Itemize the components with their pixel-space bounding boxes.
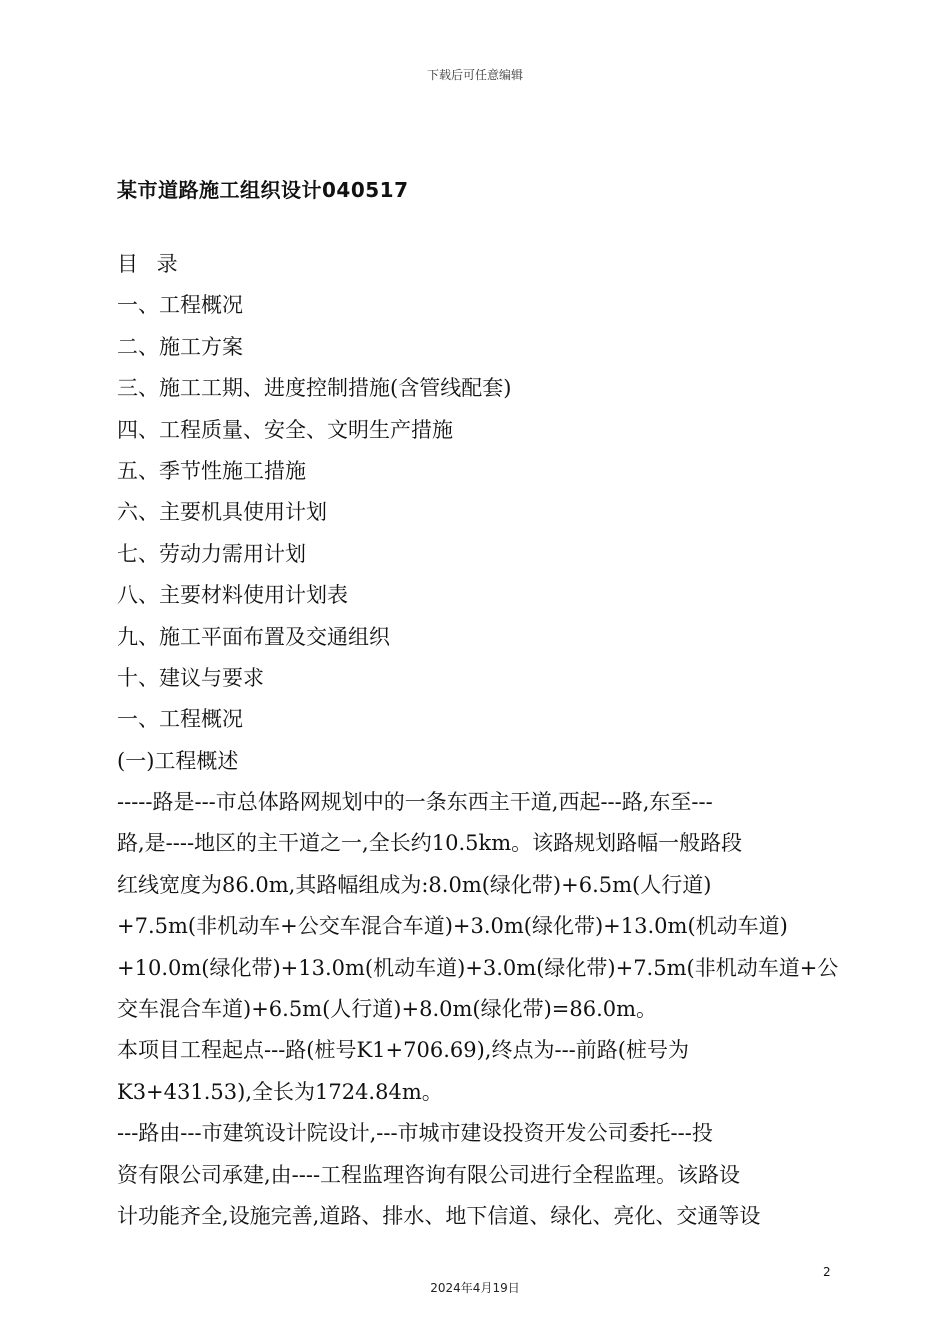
body-text-line: 本项目工程起点---路(桩号K1+706.69),终点为---前路(桩号为 — [117, 1038, 689, 1063]
section-heading: 一、工程概况 — [117, 707, 243, 732]
toc-heading: 目 录 — [117, 252, 184, 276]
body-text-line: 资有限公司承建,由----工程监理咨询有限公司进行全程监理。该路设 — [117, 1162, 741, 1187]
subsection-heading: (一)工程概述 — [117, 748, 239, 773]
toc-item: 三、施工工期、进度控制措施(含管线配套) — [117, 376, 512, 401]
toc-item: 五、季节性施工措施 — [117, 458, 306, 483]
document-title: 某市道路施工组织设计040517 — [117, 178, 409, 202]
toc-item: 十、建议与要求 — [117, 665, 264, 690]
body-text-line: 交车混合车道)+6.5m(人行道)+8.0m(绿化带)=86.0m。 — [117, 997, 658, 1022]
body-text-line: K3+431.53),全长为1724.84m。 — [117, 1079, 443, 1104]
body-text-line: ---路由---市建筑设计院设计,---市城市建设投资开发公司委托---投 — [117, 1121, 713, 1146]
page-header-note: 下载后可任意编辑 — [426, 68, 523, 82]
toc-item: 六、主要机具使用计划 — [117, 500, 327, 525]
toc-item: 八、主要材料使用计划表 — [117, 583, 348, 608]
body-text-line: +7.5m(非机动车+公交车混合车道)+3.0m(绿化带)+13.0m(机动车道) — [117, 914, 788, 939]
page-footer-date: 2024年4月19日 — [430, 1281, 520, 1295]
toc-item: 二、施工方案 — [117, 334, 243, 359]
body-text-line: 路,是----地区的主干道之一,全长约10.5km。该路规划路幅一般路段 — [117, 831, 743, 856]
toc-item: 四、工程质量、安全、文明生产措施 — [117, 417, 453, 442]
page-number: 2 — [823, 1265, 831, 1279]
toc-item: 一、工程概况 — [117, 293, 243, 318]
body-text-line: 计功能齐全,设施完善,道路、排水、地下信道、绿化、亮化、交通等设 — [117, 1203, 761, 1228]
body-text-line: 红线宽度为86.0m,其路幅组成为:8.0m(绿化带)+6.5m(人行道) — [117, 872, 712, 897]
toc-item: 七、劳动力需用计划 — [117, 541, 306, 566]
toc-item: 九、施工平面布置及交通组织 — [117, 624, 390, 649]
body-text-line: +10.0m(绿化带)+13.0m(机动车道)+3.0m(绿化带)+7.5m(非机动车道+公 — [117, 955, 839, 980]
body-text-line: -----路是---市总体路网规划中的一条东西主干道,西起---路,东至--- — [117, 790, 713, 815]
document-body — [117, 244, 837, 1237]
